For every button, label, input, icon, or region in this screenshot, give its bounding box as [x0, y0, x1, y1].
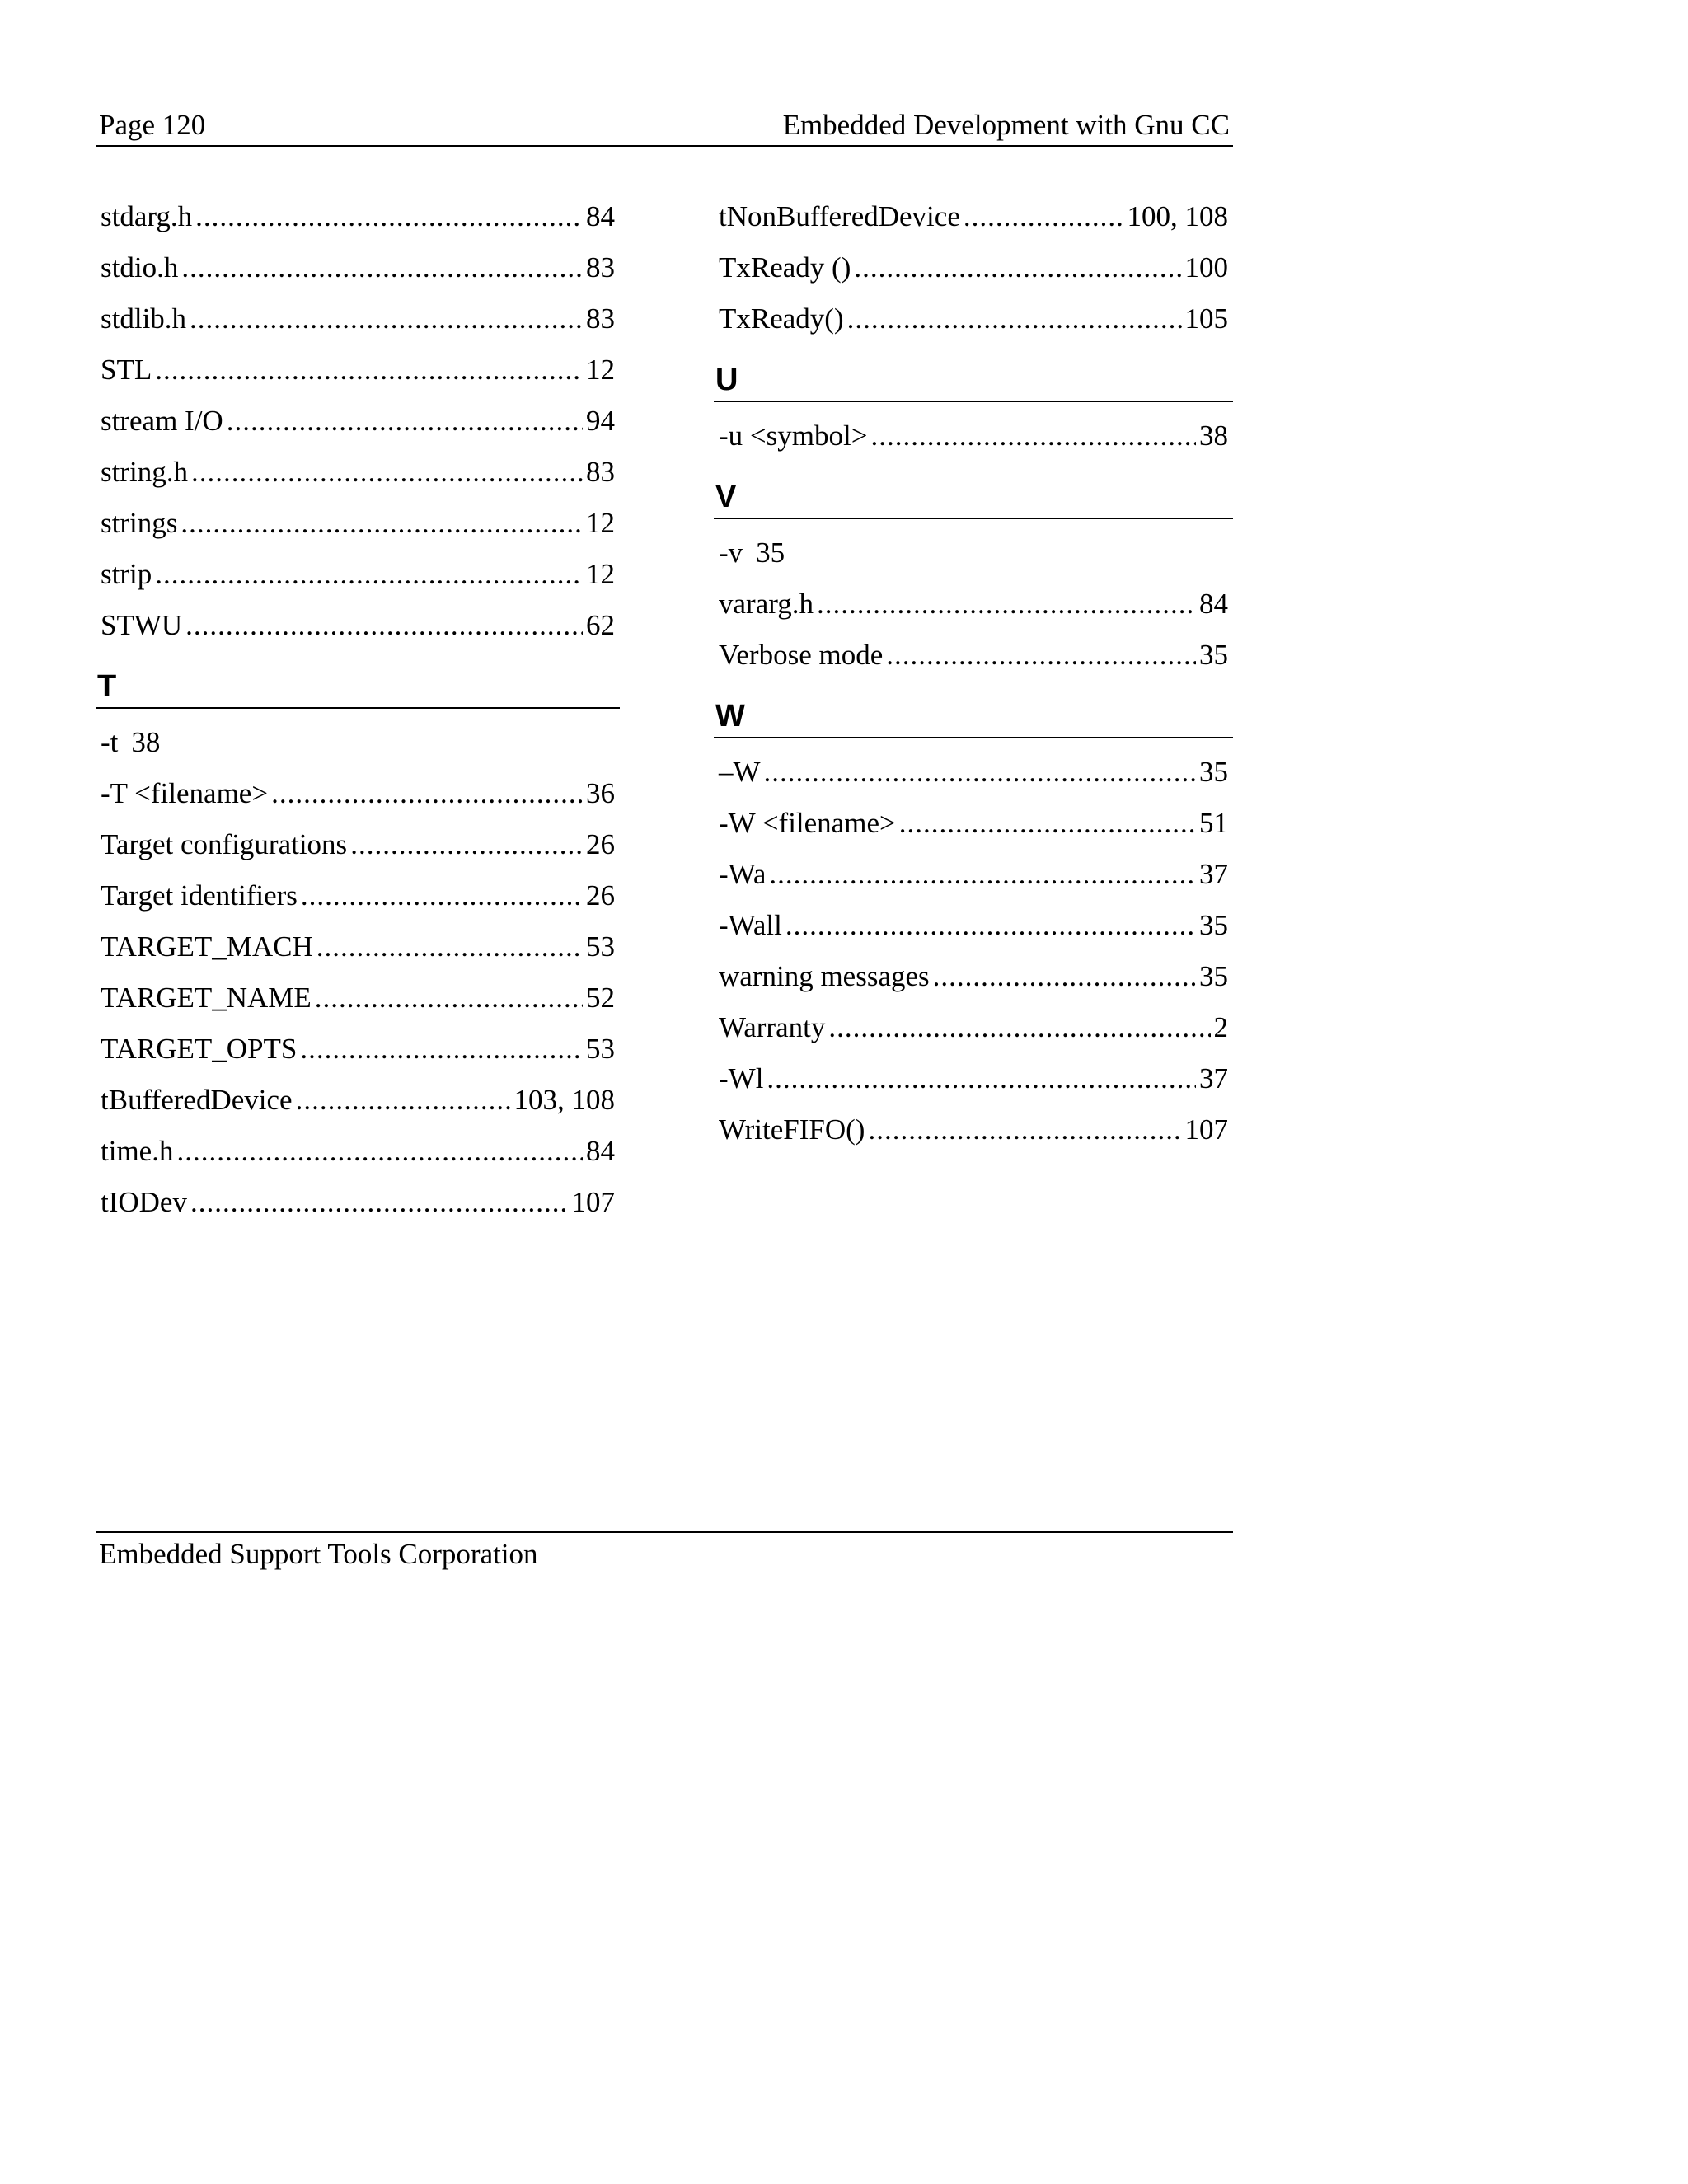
dot-leader: [195, 191, 583, 242]
index-term: warning messages: [719, 960, 930, 992]
index-term: Warranty: [719, 1011, 826, 1043]
index-entry: [96, 498, 620, 549]
index-pages: 83: [586, 456, 615, 488]
index-pages: 37: [1199, 1062, 1228, 1094]
index-pages: 53: [586, 930, 615, 963]
index-entry: [96, 293, 620, 344]
dot-leader: [847, 293, 1182, 344]
index-term: TARGET_NAME: [101, 982, 312, 1014]
index-entry: [96, 717, 620, 768]
index-entry: [96, 447, 620, 498]
index-term: strip: [101, 558, 152, 590]
dot-leader: [964, 191, 1124, 242]
index-entry: [714, 1104, 1233, 1155]
index-entry: [714, 747, 1233, 798]
index-term: TARGET_MACH: [101, 930, 313, 963]
index-term: tNonBufferedDevice: [719, 200, 960, 232]
index-term: WriteFIFO(): [719, 1113, 865, 1146]
index-entry: [96, 768, 620, 819]
dot-leader: [190, 1177, 569, 1228]
dot-leader: [315, 972, 583, 1024]
index-term: -Wall: [719, 909, 782, 941]
dot-leader: [767, 1053, 1196, 1104]
dot-leader: [301, 870, 583, 921]
footer-company: Embedded Support Tools Corporation: [99, 1538, 538, 1570]
index-entry: [714, 849, 1233, 900]
dot-leader: [155, 549, 583, 600]
index-term: stdio.h: [101, 251, 179, 284]
section-letter-heading: V: [714, 476, 1233, 519]
index-pages: 52: [586, 982, 615, 1014]
index-term: -v: [719, 537, 743, 569]
index-term: Target configurations: [101, 828, 348, 860]
index-term: -t: [101, 726, 119, 758]
dot-leader: [176, 1126, 583, 1177]
page-footer: [96, 1531, 1233, 1571]
index-entry: [714, 798, 1233, 849]
dot-leader: [181, 242, 583, 293]
dot-leader: [828, 1002, 1210, 1053]
index-group-t-continued: [714, 191, 1233, 344]
index-term: STWU: [101, 609, 183, 641]
index-entry: [714, 293, 1233, 344]
index-pages: 35: [756, 537, 785, 569]
index-pages: 84: [586, 1135, 615, 1167]
index-entry: [96, 1024, 620, 1075]
dot-leader: [316, 921, 583, 972]
index-pages: 53: [586, 1033, 615, 1065]
index-entry: [96, 344, 620, 396]
index-pages: 35: [1199, 909, 1228, 941]
index-entry: [714, 630, 1233, 681]
index-pages: 107: [571, 1186, 615, 1218]
index-entry: [96, 921, 620, 972]
index-column-left: [96, 191, 620, 1228]
dot-leader: [899, 798, 1196, 849]
index-term: -T <filename>: [101, 777, 269, 809]
dot-leader: [300, 1024, 583, 1075]
index-entry: [714, 579, 1233, 630]
index-term: string.h: [101, 456, 188, 488]
index-pages: 83: [586, 302, 615, 335]
index-column-right: [714, 191, 1233, 1155]
section-letter-heading: U: [714, 359, 1233, 402]
index-entry: [96, 242, 620, 293]
index-term: TxReady(): [719, 302, 844, 335]
dot-leader: [271, 768, 583, 819]
index-pages: 38: [131, 726, 161, 758]
index-term: Target identifiers: [101, 879, 298, 912]
page-header: [96, 104, 1233, 147]
index-pages: 84: [586, 200, 615, 232]
index-pages: 12: [586, 507, 615, 539]
index-entry: [96, 1177, 620, 1228]
dot-leader: [785, 900, 1196, 951]
index-term: tBufferedDevice: [101, 1084, 293, 1116]
index-entry: [96, 549, 620, 600]
index-entry: [714, 191, 1233, 242]
index-pages: 105: [1184, 302, 1228, 335]
dot-leader: [868, 1104, 1181, 1155]
index-term: STL: [101, 354, 152, 386]
index-pages: 26: [586, 828, 615, 860]
dot-leader: [296, 1075, 511, 1126]
index-term: TARGET_OPTS: [101, 1033, 298, 1065]
index-term: stream I/O: [101, 405, 223, 437]
index-pages: 100, 108: [1127, 200, 1228, 232]
index-pages: 2: [1213, 1011, 1228, 1043]
dot-leader: [933, 951, 1196, 1002]
index-pages: 35: [1199, 756, 1228, 788]
index-pages: 38: [1199, 419, 1228, 452]
index-pages: 103, 108: [513, 1084, 615, 1116]
index-entry: [96, 1126, 620, 1177]
dot-leader: [181, 498, 583, 549]
index-term: -Wa: [719, 858, 767, 890]
index-entry: [96, 972, 620, 1024]
index-entry: [714, 900, 1233, 951]
index-term: -Wl: [719, 1062, 764, 1094]
index-entry: [96, 1075, 620, 1126]
index-entry: [714, 1053, 1233, 1104]
index-term: vararg.h: [719, 588, 814, 620]
dot-leader: [155, 344, 583, 396]
section-letter-heading: W: [714, 696, 1233, 738]
dot-leader: [191, 447, 583, 498]
index-entry: [96, 600, 620, 651]
index-pages: 36: [586, 777, 615, 809]
index-term: TxReady (): [719, 251, 851, 284]
index-group-w: [714, 747, 1233, 1155]
index-group-s: [96, 191, 620, 651]
index-pages: 12: [586, 558, 615, 590]
index-pages: 100: [1184, 251, 1228, 284]
dot-leader: [764, 747, 1196, 798]
dot-leader: [227, 396, 583, 447]
index-group-u: [714, 410, 1233, 462]
index-group-v: [714, 527, 1233, 681]
page-number: Page 120: [99, 109, 206, 141]
index-term: tIODev: [101, 1186, 187, 1218]
index-term: -u <symbol>: [719, 419, 868, 452]
dot-leader: [870, 410, 1196, 462]
index-pages: 107: [1184, 1113, 1228, 1146]
index-entry: [714, 1002, 1233, 1053]
index-term: stdarg.h: [101, 200, 193, 232]
dot-leader: [350, 819, 583, 870]
index-pages: 62: [586, 609, 615, 641]
index-entry: [96, 819, 620, 870]
index-term: strings: [101, 507, 178, 539]
index-group-t: [96, 717, 620, 1228]
index-entry: [96, 191, 620, 242]
index-pages: 94: [586, 405, 615, 437]
dot-leader: [769, 849, 1196, 900]
index-pages: 51: [1199, 807, 1228, 839]
index-pages: 35: [1199, 639, 1228, 671]
dot-leader: [817, 579, 1196, 630]
index-entry: [714, 410, 1233, 462]
dot-leader: [886, 630, 1196, 681]
index-pages: 26: [586, 879, 615, 912]
index-entry: [714, 242, 1233, 293]
index-term: –W: [719, 756, 761, 788]
dot-leader: [854, 242, 1181, 293]
dot-leader: [190, 293, 583, 344]
index-entry: [714, 527, 1233, 579]
index-entry: [96, 870, 620, 921]
index-pages: 35: [1199, 960, 1228, 992]
running-title: Embedded Development with Gnu CC: [782, 109, 1230, 141]
index-term: time.h: [101, 1135, 174, 1167]
section-letter-heading: T: [96, 666, 620, 709]
index-pages: 84: [1199, 588, 1228, 620]
index-term: Verbose mode: [719, 639, 884, 671]
index-pages: 83: [586, 251, 615, 284]
index-entry: [714, 951, 1233, 1002]
index-pages: 37: [1199, 858, 1228, 890]
index-entry: [96, 396, 620, 447]
index-pages: 12: [586, 354, 615, 386]
index-term: stdlib.h: [101, 302, 187, 335]
dot-leader: [185, 600, 583, 651]
index-term: -W <filename>: [719, 807, 896, 839]
